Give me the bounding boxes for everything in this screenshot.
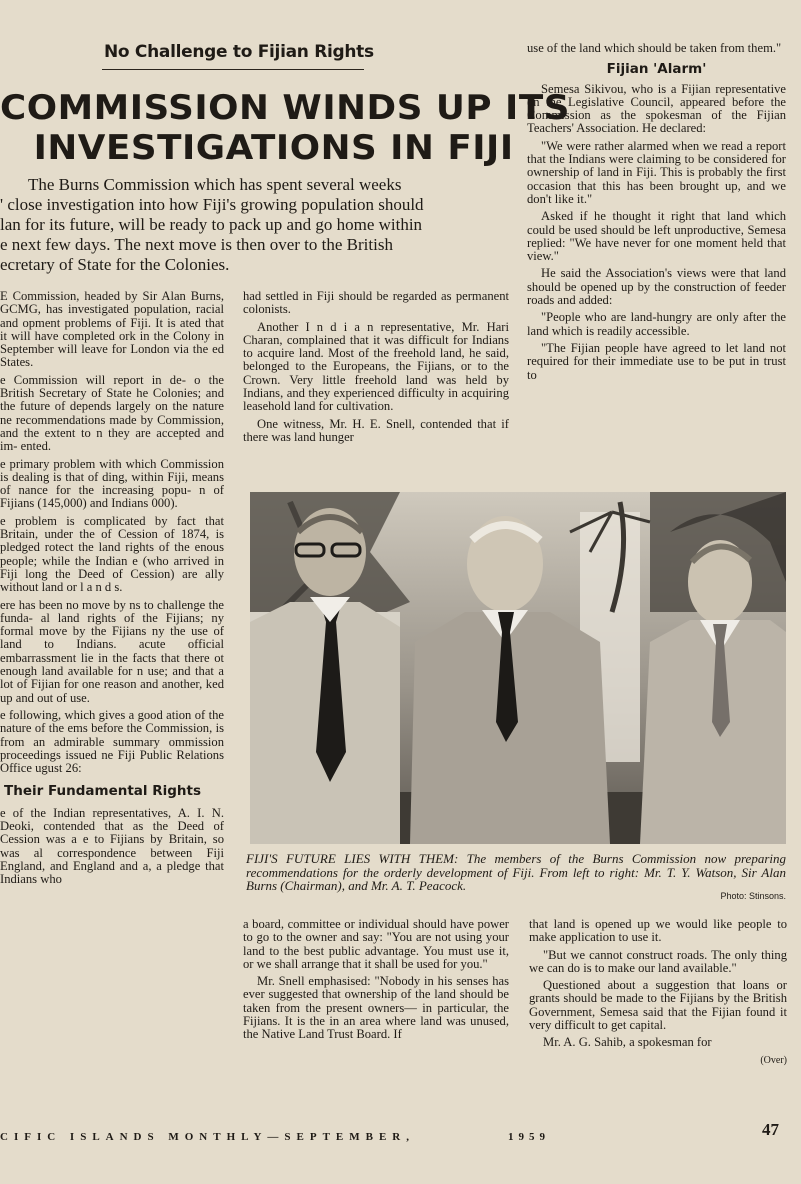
column-left-paragraph: e Commission will report in de- o the British Secretary of State he Colonies; and the future of depends largely on the nature ne recommendations made by Commission, and the extent to n they are accepted and im- ented. (0, 372, 224, 454)
column-left-paragraph: E Commission, headed by Sir Alan Burns, GCMG, has investigated population, racial and opment problems of Fiji. It is ated that it will have completed ork in the Colony in September will leave for London via the ed States. (0, 290, 224, 370)
column-right-paragraph: Questioned about a suggestion that loans or grants should be made to the Fijians by the British Government, Semesa said that the Fijian found it very difficult to get capital. (529, 978, 787, 1033)
footer-publication: CIFIC ISLANDS MONTHLY—SEPTEMBER, (0, 1131, 415, 1143)
column-right-lead: use of the land which should be taken from them." (527, 41, 782, 55)
column-left-paragraph: e following, which gives a good ation of the nature of the ems before the Commission, is from an admirable summary ommission proceedings issued ne Fiji Public Relations Office ugust 26: (0, 707, 224, 776)
footer-year: 1959 (508, 1131, 550, 1143)
column-left-paragraph: e problem is complicated by fact that Britain, under the of Cession of 1874, is pledged rotect the land rights of the enous people; while the Indian e (who arrived in Fiji long the Deed of Cession) are ally without land or l a n d s. (0, 513, 224, 595)
column-right-paragraph: "But we cannot construct roads. The only thing we can do is to make our land available." (529, 947, 787, 975)
column-middle-top (243, 290, 509, 448)
column-left-paragraph: e of the Indian representatives, A. I. N. Deoki, contended that as the Deed of Cession was a e to Fijians by Britain, so was al correspondence between Fiji England, and England and a, a pledge that Indians who (0, 805, 224, 887)
photo-caption: FIJI'S FUTURE LIES WITH THEM: The members of the Burns Commission now preparing recommendations for the orderly development of Fiji. From left to right: Mr. T. Y. Watson, Sir Alan Burns (Chairman), and Mr. A. T. Peacock. (246, 851, 786, 893)
intro-line: The Burns Commission which has spent several weeks (28, 175, 402, 194)
column-right-paragraph: that land is opened up we would like people to make application to use it. (529, 917, 787, 945)
column-left-paragraph: ere has been no move by ns to challenge the funda- al land rights of the Fijians; ny formal move by the Fijians ny the use of land to Indians. acute official embarrassment lie in the facts that there ot enough land available for n use; and that a lot of Fijian for one reason and another, ked up and out of use. (0, 597, 224, 705)
section-kicker: No Challenge to Fijian Rights (104, 42, 374, 62)
intro-line: ' close investigation into how Fiji's growing population should (0, 195, 424, 214)
headline-line-2: INVESTIGATIONS IN FIJI (33, 128, 514, 168)
column-right-paragraph: He said the Association's views were that land should be opened up by the construction of feeder roads and added: (527, 266, 786, 308)
column-left (0, 290, 224, 1114)
page-number: 47 (762, 1120, 779, 1139)
column-right-paragraph: Semesa Sikivou, who is a Fijian representative on the Legislative Council, appeared before the Commission as the spokesman of the Fijian Teachers' Association. He declared: (527, 81, 786, 136)
photo-illustration (250, 492, 786, 844)
column-middle-paragraph: had settled in Fiji should be regarded as permanent colonists. (243, 289, 509, 317)
column-middle-paragraph: Mr. Snell emphasised: "Nobody in his senses has ever suggested that ownership of the land should be taken from the present owners— in particular, the Fijians. It is the in an area where land was unused, the Native Land Trust Board. If (243, 974, 509, 1042)
subhead-fijian-alarm: Fijian 'Alarm' (606, 61, 707, 78)
column-right-bottom (529, 918, 787, 1067)
intro-line: e next few days. The next move is then over to the British (0, 235, 393, 254)
photo-credit: Photo: Stinsons. (720, 891, 786, 901)
column-right-top (527, 42, 786, 386)
column-middle-paragraph: a board, committee or individual should have power to go to the owner and say: "You are not using your land to the best public advantage. You must use it, or we shall arrange that it shall be used for you." (243, 917, 509, 971)
column-right-paragraph: "People who are land-hungry are only after the land which is readily accessible. (527, 310, 786, 338)
column-middle-paragraph: Another I n d i a n representative, Mr. Hari Charan, complained that it was difficult for Indians to acquire land. Most of the freehold land, he said, belonged to the Europeans, the Fijians, or to the Crown. Very little freehold land was held by Indians, and they experienced difficulty in acquiring leasehold land for cultivation. (243, 319, 509, 414)
intro-paragraph (0, 175, 500, 275)
column-right-paragraph: "The Fijian people have agreed to let land not required for their immediate use to be put in trust to (527, 340, 786, 382)
kicker-underline (102, 69, 364, 70)
headline-line-1: COMMISSION WINDS UP ITS (0, 88, 570, 128)
commission-photo (250, 492, 786, 844)
headline (0, 88, 570, 168)
column-right-paragraph: "We were rather alarmed when we read a report that the Indians were claiming to be considered for ownership of land in Fiji. This is probably the first occasion that this has been brought up, and we don't like it." (527, 138, 786, 206)
column-middle-paragraph: One witness, Mr. H. E. Snell, contended that if there was land hunger (243, 416, 509, 444)
column-middle-bottom (243, 918, 509, 1046)
intro-line: lan for its future, will be ready to pack up and go home within (0, 215, 423, 234)
intro-line: ecretary of State for the Colonies. (0, 255, 230, 274)
column-right-paragraph: Mr. A. G. Sahib, a spokesman for (543, 1035, 712, 1050)
column-right-paragraph: Asked if he thought it right that land which could be used should be left unproductive, Semesa replied: "We have never for one moment held that view." (527, 209, 786, 264)
subhead-fundamental-rights: Their Fundamental Rights (4, 783, 202, 800)
continued-over-note: (Over) (760, 1054, 787, 1066)
column-left-paragraph: e primary problem with which Commission is dealing is that of ding, within Fiji, means of nance for the increasing popu- n of Fijians (145,000) and Indians 000). (0, 456, 224, 511)
